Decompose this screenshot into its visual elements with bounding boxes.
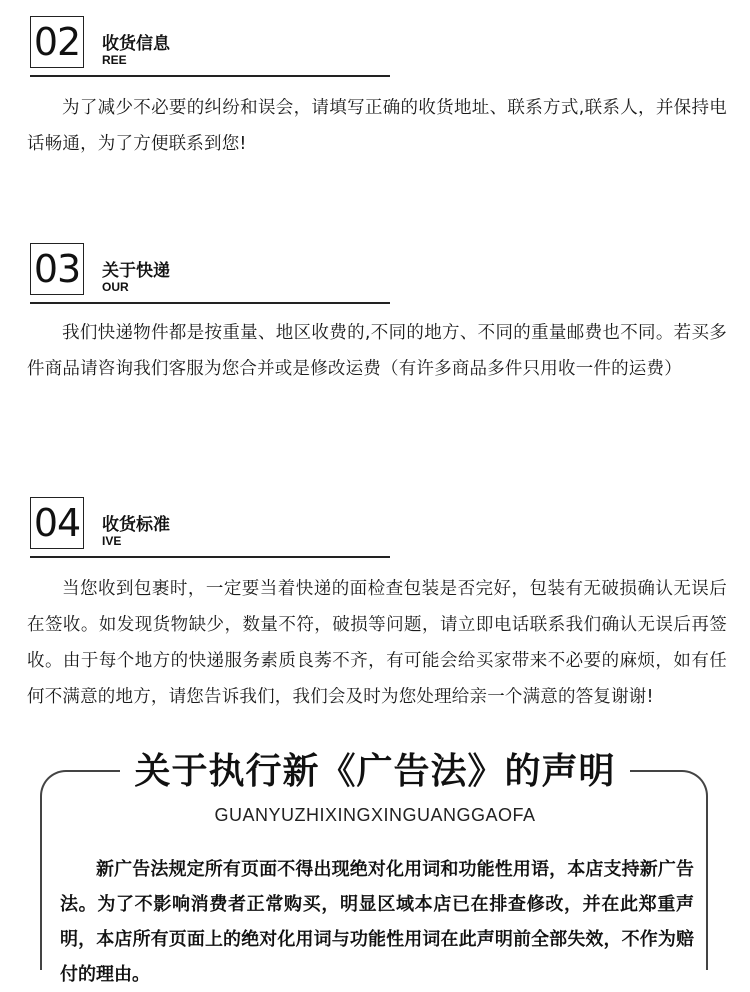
section-subtitle: IVE <box>102 534 122 548</box>
section-number: 03 <box>30 243 84 295</box>
section-text: 为了减少不必要的纠纷和误会，请填写正确的收货地址、联系方式,联系人，并保持电话畅通，为了方便联系到您! <box>27 98 727 154</box>
section-title: 收货信息 <box>102 34 170 54</box>
section-number: 02 <box>30 16 84 68</box>
statement-subtitle: GUANYUZHIXINGXINGUANGGAOFA <box>214 805 536 825</box>
section-divider <box>30 556 390 558</box>
section-text: 当您收到包裹时，一定要当着快递的面检查包装是否完好，包装有无破损确认无误后在签收。如发现货物缺少，数量不符，破损等问题，请立即电话联系我们确认无误后再签收。由于每个地方的快递服务素质良莠不齐，有可能会给买家带来不必要的麻烦，如有任何不满意的地方，请您告诉我们，我们会及时为您处理给亲一个满意的答复谢谢! <box>27 579 727 707</box>
section-header <box>30 16 390 72</box>
section-subtitle: REE <box>102 53 127 67</box>
section-title: 收货标准 <box>102 515 170 535</box>
section-divider <box>30 302 390 304</box>
section-divider <box>30 75 390 77</box>
section-text: 我们快递物件都是按重量、地区收费的,不同的地方、不同的重量邮费也不同。若买多件商品请咨询我们客服为您合并或是修改运费（有许多商品多件只用收一件的运费） <box>27 323 727 379</box>
statement-text: 新广告法规定所有页面不得出现绝对化用词和功能性用语，本店支持新广告法。为了不影响消费者正常购买，明显区域本店已在排查修改，并在此郑重声明，本店所有页面上的绝对化用词与功能性用词在此声明前全部失效，不作为赔付的理由。 <box>60 859 694 985</box>
section-title: 关于快递 <box>102 261 170 281</box>
section-subtitle: OUR <box>102 280 129 294</box>
statement-title-wrap <box>0 746 750 798</box>
section-number: 04 <box>30 497 84 549</box>
section-header <box>30 243 390 299</box>
statement-title: 关于执行新《广告法》的声明 <box>120 746 629 798</box>
section-header <box>30 497 390 553</box>
